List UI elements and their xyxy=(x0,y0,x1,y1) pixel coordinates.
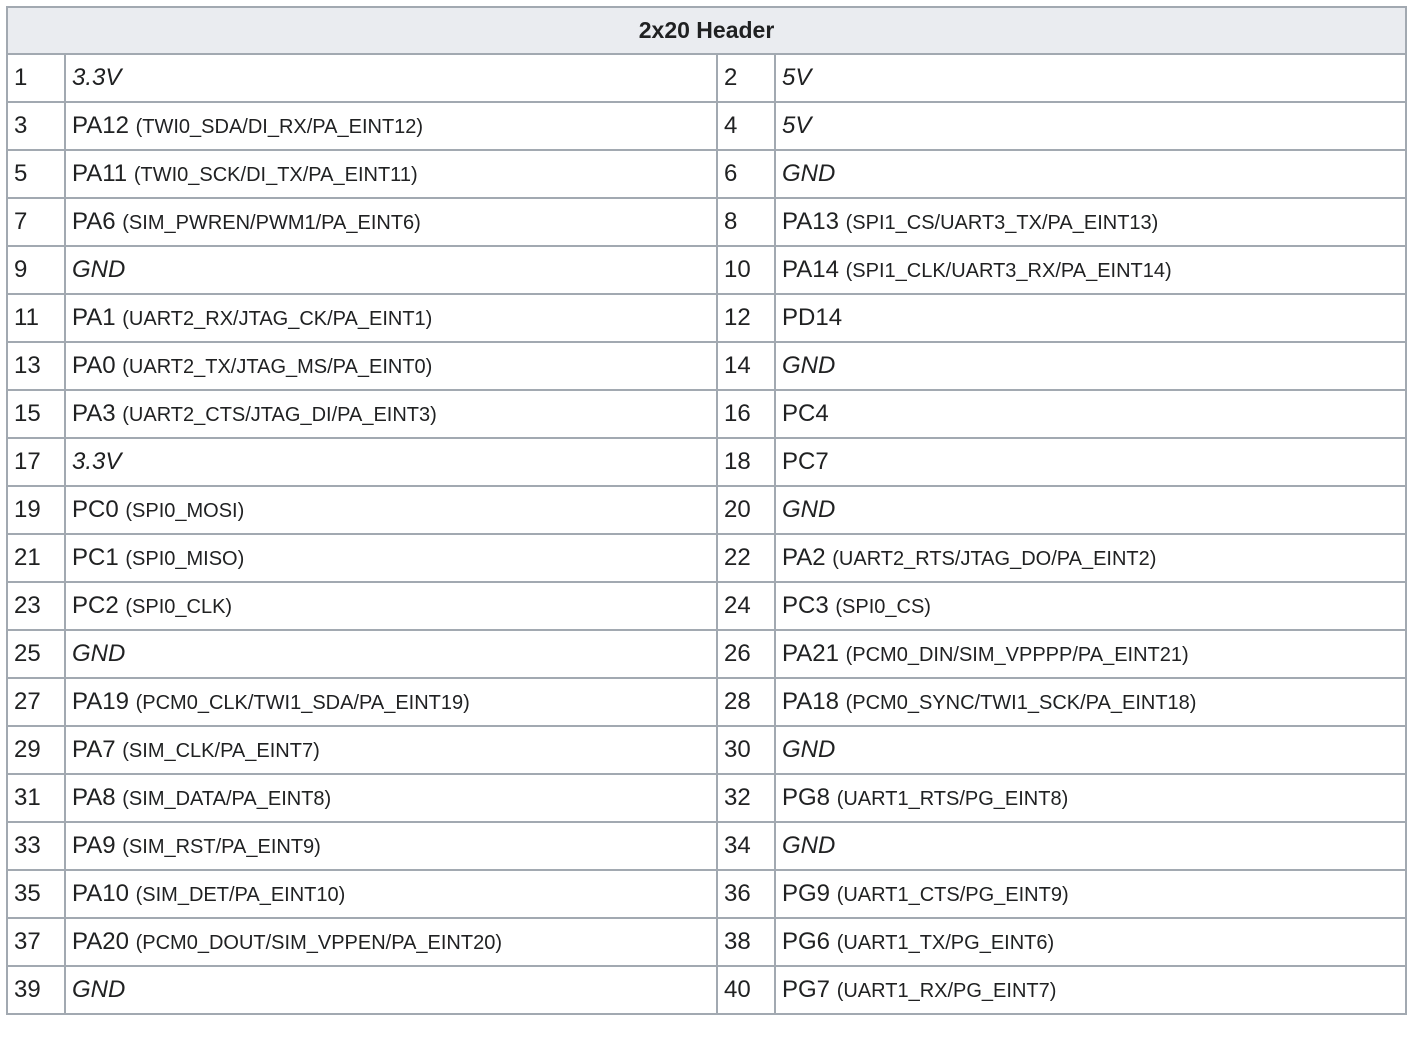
pin-name: PA18 xyxy=(782,688,839,715)
pin-name: PA11 xyxy=(72,160,128,187)
pin-description xyxy=(775,294,1406,342)
pin-name: PC7 xyxy=(782,448,829,475)
pin-description xyxy=(65,150,717,198)
pin-name: PA19 xyxy=(72,688,129,715)
pin-number: 35 xyxy=(7,870,65,918)
pin-name: PA3 xyxy=(72,400,116,427)
pin-function: (UART2_RX/JTAG_CK/PA_EINT1) xyxy=(122,308,433,330)
table-row xyxy=(7,438,1406,486)
pin-name: PA8 xyxy=(72,784,116,811)
pin-function: (SIM_PWREN/PWM1/PA_EINT6) xyxy=(122,212,421,234)
pin-name: PG9 xyxy=(782,880,831,907)
table-row xyxy=(7,342,1406,390)
pin-description xyxy=(65,102,717,150)
pin-name: 5V xyxy=(782,64,812,91)
pin-name: GND xyxy=(782,352,836,379)
pin-name: GND xyxy=(72,256,126,283)
pin-number: 36 xyxy=(717,870,775,918)
pin-description xyxy=(775,390,1406,438)
pin-name: GND xyxy=(782,832,836,859)
pin-number: 18 xyxy=(717,438,775,486)
table-row xyxy=(7,534,1406,582)
pin-name: PA12 xyxy=(72,112,129,139)
pin-number: 24 xyxy=(717,582,775,630)
pin-name: PA2 xyxy=(782,544,826,571)
pin-name: 5V xyxy=(782,112,812,139)
pin-description xyxy=(65,198,717,246)
pin-description xyxy=(775,150,1406,198)
pin-description xyxy=(65,294,717,342)
pin-number: 25 xyxy=(7,630,65,678)
pin-description xyxy=(65,438,717,486)
pin-description xyxy=(65,342,717,390)
pin-description xyxy=(775,342,1406,390)
pin-header-table xyxy=(6,6,1407,1015)
pin-number: 4 xyxy=(717,102,775,150)
pin-description xyxy=(65,774,717,822)
pin-function: (TWI0_SDA/DI_RX/PA_EINT12) xyxy=(135,116,424,138)
pin-name: PA9 xyxy=(72,832,116,859)
pin-number: 21 xyxy=(7,534,65,582)
pin-number: 2 xyxy=(717,54,775,102)
pin-description xyxy=(65,390,717,438)
pin-name: GND xyxy=(72,976,126,1003)
pin-name: PG6 xyxy=(782,928,831,955)
pin-description xyxy=(775,438,1406,486)
pin-function: (PCM0_SYNC/TWI1_SCK/PA_EINT18) xyxy=(845,692,1197,714)
pin-number: 16 xyxy=(717,390,775,438)
pin-description xyxy=(775,54,1406,102)
pin-name: PA13 xyxy=(782,208,839,235)
table-row xyxy=(7,774,1406,822)
table-row xyxy=(7,246,1406,294)
pin-description xyxy=(775,966,1406,1014)
pin-description xyxy=(65,630,717,678)
pin-function: (SPI0_CS) xyxy=(835,596,931,618)
pin-function: (PCM0_DOUT/SIM_VPPEN/PA_EINT20) xyxy=(135,932,502,954)
pin-number: 29 xyxy=(7,726,65,774)
pin-number: 10 xyxy=(717,246,775,294)
table-row xyxy=(7,582,1406,630)
pin-number: 14 xyxy=(717,342,775,390)
pin-number: 15 xyxy=(7,390,65,438)
pin-function: (SPI0_CLK) xyxy=(125,596,233,618)
pin-function: (UART2_TX/JTAG_MS/PA_EINT0) xyxy=(122,356,433,378)
table-row xyxy=(7,726,1406,774)
pin-name: PA1 xyxy=(72,304,116,331)
pin-description xyxy=(65,486,717,534)
pin-description xyxy=(65,726,717,774)
pin-function: (SIM_DATA/PA_EINT8) xyxy=(122,788,332,810)
table-row xyxy=(7,54,1406,102)
pin-name: PA20 xyxy=(72,928,129,955)
pin-description xyxy=(65,918,717,966)
table-row xyxy=(7,294,1406,342)
pin-name: PG7 xyxy=(782,976,831,1003)
table-row xyxy=(7,198,1406,246)
table-row xyxy=(7,966,1406,1014)
pin-description xyxy=(65,870,717,918)
pin-description xyxy=(775,918,1406,966)
pin-name: GND xyxy=(782,496,836,523)
pin-description xyxy=(65,246,717,294)
pin-number: 6 xyxy=(717,150,775,198)
pin-number: 22 xyxy=(717,534,775,582)
table-row xyxy=(7,678,1406,726)
pin-number: 38 xyxy=(717,918,775,966)
pin-description xyxy=(775,198,1406,246)
pin-name: PA10 xyxy=(72,880,129,907)
pin-name: GND xyxy=(72,640,126,667)
pin-rows xyxy=(7,54,1406,1014)
pin-number: 9 xyxy=(7,246,65,294)
pin-description xyxy=(775,870,1406,918)
pin-number: 8 xyxy=(717,198,775,246)
pin-name: PA0 xyxy=(72,352,116,379)
pin-function: (SPI0_MISO) xyxy=(125,548,245,570)
pin-description xyxy=(775,774,1406,822)
pin-name: PA21 xyxy=(782,640,839,667)
pin-name: PA7 xyxy=(72,736,116,763)
pin-function: (SIM_RST/PA_EINT9) xyxy=(122,836,321,858)
pin-description xyxy=(775,486,1406,534)
table-row xyxy=(7,486,1406,534)
pin-name: PA14 xyxy=(782,256,839,283)
pin-number: 26 xyxy=(717,630,775,678)
pin-number: 39 xyxy=(7,966,65,1014)
pin-number: 1 xyxy=(7,54,65,102)
pin-name: PC3 xyxy=(782,592,829,619)
pin-function: (UART2_RTS/JTAG_DO/PA_EINT2) xyxy=(832,548,1157,570)
pin-description xyxy=(775,246,1406,294)
table-row xyxy=(7,150,1406,198)
pin-number: 37 xyxy=(7,918,65,966)
pin-name: PC1 xyxy=(72,544,119,571)
pin-name: PC2 xyxy=(72,592,119,619)
pin-number: 32 xyxy=(717,774,775,822)
pin-number: 12 xyxy=(717,294,775,342)
pin-number: 31 xyxy=(7,774,65,822)
pin-description xyxy=(65,54,717,102)
pin-description xyxy=(65,678,717,726)
pin-name: PD14 xyxy=(782,304,843,331)
pin-description xyxy=(65,966,717,1014)
pin-function: (SPI1_CS/UART3_TX/PA_EINT13) xyxy=(845,212,1159,234)
pin-function: (UART2_CTS/JTAG_DI/PA_EINT3) xyxy=(122,404,437,426)
pin-description xyxy=(775,630,1406,678)
pin-name: GND xyxy=(782,160,836,187)
pin-number: 5 xyxy=(7,150,65,198)
pin-description xyxy=(775,678,1406,726)
pin-function: (UART1_TX/PG_EINT6) xyxy=(836,932,1055,954)
pin-description xyxy=(775,582,1406,630)
pin-description xyxy=(775,534,1406,582)
table-row xyxy=(7,918,1406,966)
table-row xyxy=(7,390,1406,438)
pin-function: (UART1_CTS/PG_EINT9) xyxy=(836,884,1069,906)
pin-name: PG8 xyxy=(782,784,831,811)
pin-name: PC4 xyxy=(782,400,829,427)
pin-number: 33 xyxy=(7,822,65,870)
pin-function: (UART1_RX/PG_EINT7) xyxy=(836,980,1057,1002)
table-row xyxy=(7,102,1406,150)
pin-number: 40 xyxy=(717,966,775,1014)
pin-number: 17 xyxy=(7,438,65,486)
pin-description xyxy=(65,534,717,582)
table-title: 2x20 Header xyxy=(7,7,1406,54)
table-row xyxy=(7,822,1406,870)
pin-description xyxy=(65,582,717,630)
pin-name: PA6 xyxy=(72,208,116,235)
pin-number: 11 xyxy=(7,294,65,342)
table-row xyxy=(7,870,1406,918)
pin-description xyxy=(775,102,1406,150)
pin-number: 19 xyxy=(7,486,65,534)
pin-number: 30 xyxy=(717,726,775,774)
pin-number: 23 xyxy=(7,582,65,630)
table-row xyxy=(7,630,1406,678)
pin-number: 13 xyxy=(7,342,65,390)
pin-description xyxy=(65,822,717,870)
pin-name: PC0 xyxy=(72,496,119,523)
pin-function: (SIM_DET/PA_EINT10) xyxy=(135,884,346,906)
pin-function: (SPI1_CLK/UART3_RX/PA_EINT14) xyxy=(845,260,1172,282)
pin-description xyxy=(775,822,1406,870)
pin-number: 34 xyxy=(717,822,775,870)
pin-function: (TWI0_SCK/DI_TX/PA_EINT11) xyxy=(133,164,418,186)
pin-description xyxy=(775,726,1406,774)
pin-function: (UART1_RTS/PG_EINT8) xyxy=(836,788,1069,810)
pin-number: 7 xyxy=(7,198,65,246)
pin-number: 3 xyxy=(7,102,65,150)
pin-function: (PCM0_CLK/TWI1_SDA/PA_EINT19) xyxy=(135,692,470,714)
pin-function: (SIM_CLK/PA_EINT7) xyxy=(122,740,320,762)
pin-number: 20 xyxy=(717,486,775,534)
pin-function: (SPI0_MOSI) xyxy=(125,500,245,522)
pin-name: GND xyxy=(782,736,836,763)
pin-number: 28 xyxy=(717,678,775,726)
table-header-row xyxy=(7,7,1406,54)
pin-name: 3.3V xyxy=(72,64,122,91)
pin-function: (PCM0_DIN/SIM_VPPPP/PA_EINT21) xyxy=(845,644,1189,666)
pin-number: 27 xyxy=(7,678,65,726)
pin-name: 3.3V xyxy=(72,448,122,475)
